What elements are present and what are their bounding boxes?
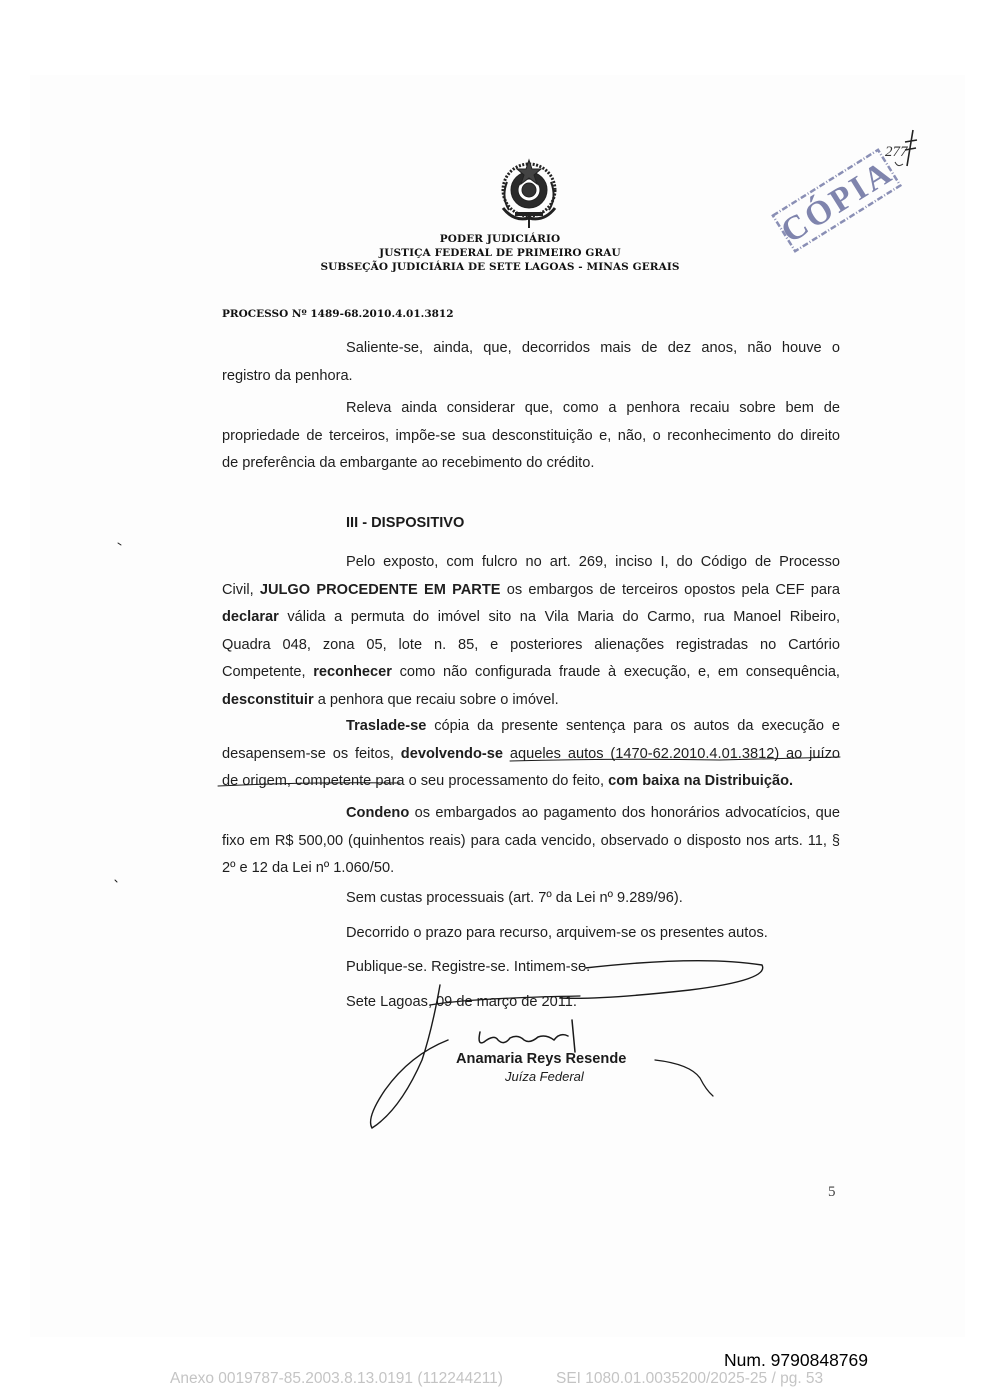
text-line: fixo em R$ 500,00 (quinhentos reais) para cada vencido, observado o disposto nos arts. 11, § <box>222 832 840 849</box>
stamp-note: 277 <box>885 144 908 160</box>
text-line: Releva ainda considerar que, como a penhora recaiu sobre bem de <box>346 400 840 416</box>
page-number: 5 <box>828 1184 836 1200</box>
coat-of-arms-emblem <box>489 152 569 232</box>
text-line: de preferência da embargante ao recebimento do crédito. <box>222 455 595 471</box>
header-line-1: PODER JUDICIÁRIO <box>439 233 561 245</box>
footer-sei: SEI 1080.01.0035200/2025-25 / pg. 53 <box>556 1370 824 1387</box>
text-line: Sem custas processuais (art. 7º da Lei nº 9.289/96). <box>346 890 683 906</box>
paragraph-traslade <box>222 713 840 796</box>
text-line: 2º e 12 da Lei nº 1.060/50. <box>222 860 395 876</box>
text-line: Quadra 048, zona 05, lote n. 85, e posteriores alienações registradas no Cartório <box>222 636 840 653</box>
process-number: PROCESSO Nº 1489-68.2010.4.01.3812 <box>222 308 454 320</box>
document-num: Num. 9790848769 <box>724 1350 868 1370</box>
text-line: registro da penhora. <box>222 367 353 384</box>
closing-lines <box>222 885 840 1016</box>
paragraph-penhora-registro <box>222 335 840 390</box>
text-line: Civil, JULGO PROCEDENTE EM PARTE os embargos de terceiros opostos pela CEF para <box>222 581 840 598</box>
text-line: Publique-se. Registre-se. Intimem-se. <box>346 959 591 975</box>
text-line: Traslade-se cópia da presente sentença para os autos da execução e <box>346 718 840 734</box>
stamp-label: CÓPIA <box>774 153 901 251</box>
text-line: Sete Lagoas, 09 de março de 2011. <box>346 993 577 1010</box>
paragraph-propriedade-terceiros <box>222 395 840 478</box>
text-line: declarar válida a permuta do imóvel sito na Vila Maria do Carmo, rua Manoel Ribeiro, <box>222 609 840 625</box>
text-line: propriedade de terceiros, impõe-se sua desconstituição e, não, o reconhecimento do direito <box>222 427 840 444</box>
header-line-2: JUSTIÇA FEDERAL DE PRIMEIRO GRAU <box>379 247 621 259</box>
text-line: desconstituir a penhora que recaiu sobre o imóvel. <box>222 691 559 708</box>
text-line: Condeno os embargados ao pagamento dos honorários advocatícios, que <box>346 805 840 821</box>
copy-stamp <box>755 118 935 268</box>
text-line: Pelo exposto, com fulcro no art. 269, inciso I, do Código de Processo <box>346 554 840 570</box>
section-heading: III - DISPOSITIVO <box>346 515 465 531</box>
footer-annex: Anexo 0019787-85.2003.8.13.0191 (112244211) <box>170 1370 503 1387</box>
paragraph-condeno <box>222 800 840 883</box>
header-line-3: SUBSEÇÃO JUDICIÁRIA DE SETE LAGOAS - MINAS GERAIS <box>320 261 680 273</box>
signer-role: Juíza Federal <box>505 1069 584 1084</box>
text-line: Saliente-se, ainda, que, decorridos mais de dez anos, não houve o <box>346 340 840 356</box>
text-line: desapensem-se os feitos, devolvendo-se aqueles autos (1470-62.2010.4.01.3812) ao juízo <box>222 745 840 762</box>
text-line: Decorrido o prazo para recurso, arquivem-se os presentes autos. <box>346 924 768 941</box>
signer-name: Anamaria Reys Resende <box>456 1051 627 1067</box>
text-line: Competente, reconhecer como não configurada fraude à execução, e, em consequência, <box>222 664 840 680</box>
paragraph-dispositivo <box>222 549 840 714</box>
text-line: de origem, competente para o seu processamento do feito, com baixa na Distribuição. <box>222 773 794 789</box>
